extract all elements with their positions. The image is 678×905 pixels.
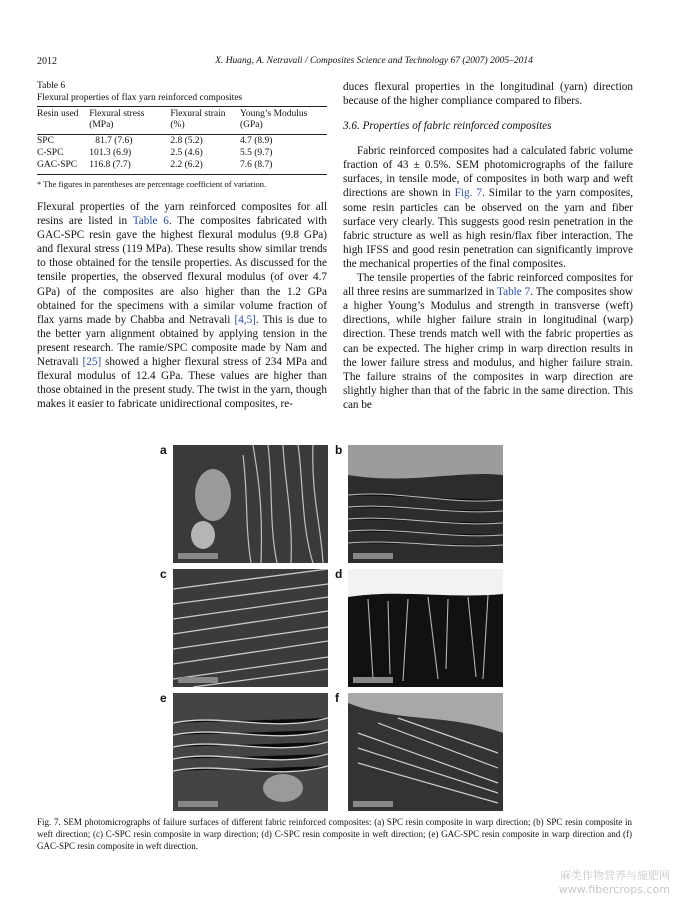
column-header: Flexural stress (MPa) xyxy=(89,107,170,135)
table-cell: 5.5 (9.7) xyxy=(239,148,273,158)
citation-link[interactable]: [4,5] xyxy=(234,313,256,326)
section-heading: 3.6. Properties of fabric reinforced composites xyxy=(343,120,552,133)
page-number: 2012 xyxy=(37,56,57,67)
table-cell: 81.7 (7.6) xyxy=(95,136,133,146)
watermark-line: 麻类作物营养与施肥网 xyxy=(560,869,670,882)
citation-link[interactable]: [25] xyxy=(82,356,102,369)
figure-caption: Fig. 7. SEM photomicrographs of failure surfaces of different fabric reinforced composites: (a) SPC resin composite in warp direction; (b) SPC resin composite in weft direction; (c) C-SPC resin composite in warp direction; (d) C-SPC resin composite in weft direction; (e) GAC-SPC resin composite in warp direction and (f) GAC-SPC resin composite in weft direction. xyxy=(37,817,632,851)
figure-7-link[interactable]: Fig. 7 xyxy=(454,187,482,200)
sem-micrograph-f xyxy=(348,693,503,811)
column-header: Resin used xyxy=(37,107,89,135)
table-cell: 2.5 (4.6) xyxy=(170,148,203,158)
figure-7 xyxy=(160,443,520,803)
watermark xyxy=(559,869,670,897)
paragraph xyxy=(37,200,327,411)
panel-label: a xyxy=(160,443,167,457)
running-head: X. Huang, A. Netravali / Composites Science and Technology 67 (2007) 2005–2014 xyxy=(215,56,533,66)
table-cell: SPC xyxy=(37,136,54,146)
table-6 xyxy=(37,80,327,189)
table-cell: 116.8 (7.7) xyxy=(89,159,170,175)
paragraph: duces flexural properties in the longitudinal (yarn) direction because of the higher compliance compared to fibers. xyxy=(343,81,633,108)
table-footnote: * The figures in parentheses are percentage coefficient of variation. xyxy=(37,179,267,189)
paragraph xyxy=(343,144,633,271)
paragraph-text: . The composites fabricated with GAC-SPC resin gave the highest flexural modulus (9.8 GPa) and flexural stress (119 MPa). These results show similar trends to those obtained for the tensile properties. As discussed for the tensile properties, the observed flexural modulus (of over 4.7 GPa) of the composites are also higher than the 1.2 GPa obtained for the specimens with a similar volume fraction of flax yarns made by Chabba and Netravali xyxy=(37,215,327,326)
table-cell: 7.6 (8.7) xyxy=(240,159,327,175)
table-label: Table 6 xyxy=(37,81,66,91)
paragraph-text: Fabric reinforced composites had a calculated fabric volume fraction of 43 ± 0.5%. SEM photomicrographs of the failure surfaces, in tensile mode, of composites in both warp and weft directions are shown in xyxy=(343,145,633,200)
watermark-line: www.fibercrops.com xyxy=(558,883,670,896)
table-6-link[interactable]: Table 6 xyxy=(132,215,169,228)
flexural-properties-table xyxy=(37,106,327,175)
fiber-texture-a xyxy=(173,445,328,563)
table-cell: 4.7 (8.9) xyxy=(239,136,273,146)
right-column xyxy=(343,80,633,412)
fiber-texture-b xyxy=(348,445,503,563)
sem-micrograph-e xyxy=(173,693,328,811)
sem-micrograph-c xyxy=(173,569,328,687)
paragraph-text: showed a higher flexural stress of 234 MPa and flexural modulus of 12.4 GPa. These values are higher than those obtained in the present study. The twist in the yarn, though makes it easier to fabricate unidirectional composites, re- xyxy=(37,356,328,411)
sem-micrograph-a xyxy=(173,445,328,563)
panel-label: f xyxy=(335,691,339,705)
panel-label: c xyxy=(160,567,167,581)
table-cell: 2.8 (5.2) xyxy=(170,136,203,146)
paragraph-text: . Similar to the yarn composites, some resin particles can be observed on the yarn and fiber surface very clearly. This suggests good resin penetration in the fabric structure as well as high resin/flax fiber interaction. The high IFSS and good resin penetration can significantly improve the mechanical properties of the final composites. xyxy=(343,187,633,270)
paragraph-text: The tensile properties of the fabric reinforced composites for all three resins are summarized in xyxy=(343,272,633,299)
table-row xyxy=(37,147,327,159)
paragraph-text: Flexural properties of the yarn reinforced composites for all resins are listed in xyxy=(37,201,327,228)
paragraph xyxy=(343,271,633,412)
column-header: Young’s Modulus (GPa) xyxy=(240,107,327,135)
table-cell: C-SPC xyxy=(37,148,64,158)
table-7-link[interactable]: Table 7 xyxy=(497,286,531,299)
left-column xyxy=(37,200,327,411)
column-header: Flexural strain (%) xyxy=(170,107,240,135)
paragraph-text: . This is due to the better yarn alignment obtained by applying tension in the present research. The ramie/SPC composite made by Nam and Netravali xyxy=(37,313,327,369)
panel-label: d xyxy=(335,567,343,581)
panel-label: b xyxy=(335,443,343,457)
table-row xyxy=(37,135,327,148)
table-cell: GAC-SPC xyxy=(37,159,89,175)
table-header-row xyxy=(37,107,327,135)
fiber-texture-c xyxy=(173,569,328,687)
table-row xyxy=(37,159,327,175)
table-caption: Flexural properties of flax yarn reinforced composites xyxy=(37,93,243,103)
fiber-texture-e xyxy=(173,693,328,811)
sem-micrograph-d xyxy=(348,569,503,687)
fiber-texture-f xyxy=(348,693,503,811)
sem-micrograph-b xyxy=(348,445,503,563)
fiber-texture-d xyxy=(348,569,503,687)
table-cell: 2.2 (6.2) xyxy=(170,159,240,175)
paragraph-text: . The composites show a higher Young’s Modulus and strength in transverse (weft) directions, while higher failure strain in longitudinal (warp) direction. These trends match well with the fabric properties as can be expected. The higher crimp in warp direction results in the lower failure stress and modulus, and higher failure strain. The failure strains of the composites in warp direction are slightly higher than that of the fabric in the same direction. This can be xyxy=(343,286,633,411)
panel-label: e xyxy=(160,691,167,705)
table-cell: 101.3 (6.9) xyxy=(89,148,132,158)
